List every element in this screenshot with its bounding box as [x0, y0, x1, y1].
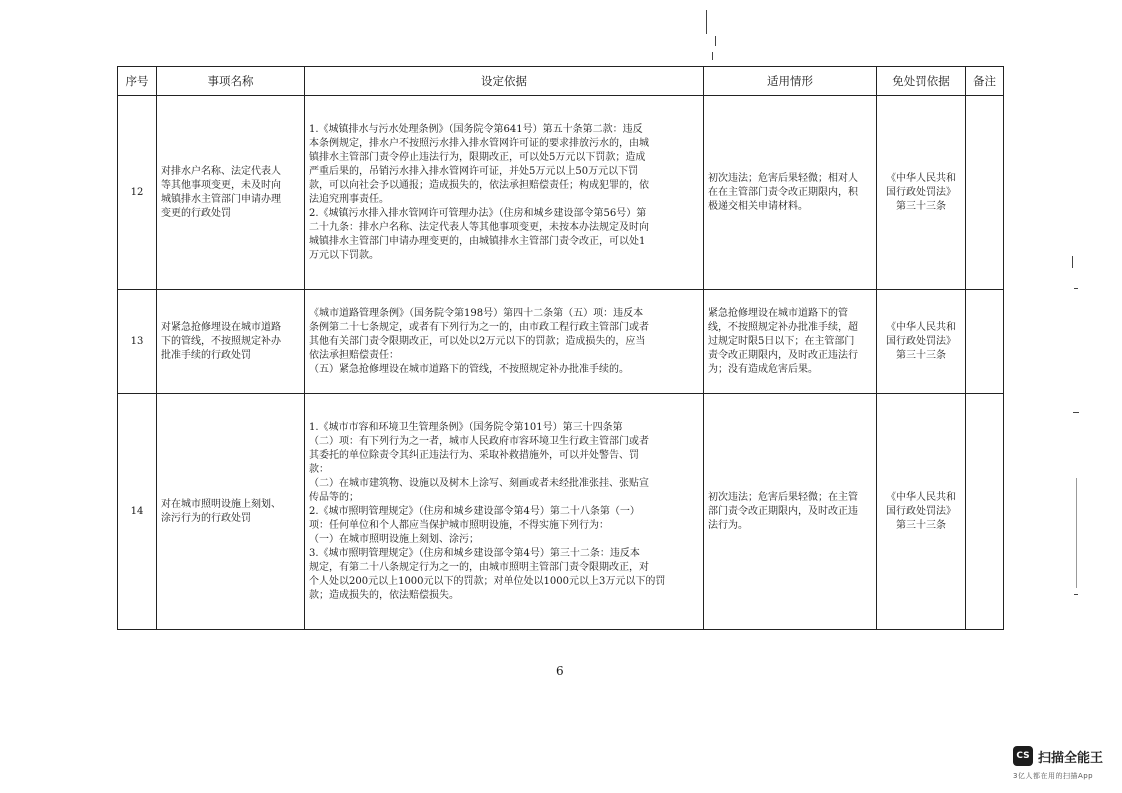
- header-cell: 适用情形: [704, 67, 877, 96]
- table-header-row: [118, 67, 1004, 96]
- text-line: （二）在城市建筑物、设施以及树木上涂写、刻画或者未经批准张挂、张贴宣: [309, 477, 649, 489]
- scan-mark: [1074, 288, 1078, 289]
- exemption-basis: [877, 290, 966, 394]
- table-row: [118, 394, 1004, 630]
- text-line: 严重后果的，吊销污水排入排水管网许可证，并处5万元以上50万元以下罚: [309, 165, 639, 177]
- text-line: 条例第二十七条规定，或者有下列行为之一的，由市政工程行政主管部门或者: [309, 321, 649, 333]
- row-number: 13: [118, 290, 157, 394]
- text-line: 涂污行为的行政处罚: [161, 512, 251, 524]
- scan-mark: [706, 10, 707, 34]
- text-line: 对在城市照明设施上刻划、: [161, 498, 281, 510]
- text-line: 《中华人民共和: [886, 321, 956, 333]
- text-line: 第三十三条: [896, 200, 946, 212]
- scanner-tagline: 3亿人都在用的扫描App: [1013, 772, 1094, 780]
- text-line: 其他有关部门责令限期改正，可以处以2万元以下的罚款；造成损失的，应当: [309, 335, 646, 347]
- text-line: 项：任何单位和个人都应当保护城市照明设施，不得实施下列行为：: [309, 519, 609, 531]
- text-line: 法行为。: [708, 519, 748, 531]
- text-line: 极递交相关申请材料。: [708, 200, 808, 212]
- applicable-case: [704, 394, 877, 630]
- header-cell: 备注: [966, 67, 1004, 96]
- text-line: 款：: [309, 463, 329, 475]
- text-line: 本条例规定，排水户不按照污水排入排水管网许可证的要求排放污水的，由城: [309, 137, 649, 149]
- text-line: 2.《城市照明管理规定》（住房和城乡建设部令第4号）第二十八条第（一）: [309, 505, 640, 517]
- text-line: 对紧急抢修埋设在城市道路: [161, 321, 281, 333]
- text-line: 万元以下罚款。: [309, 249, 379, 261]
- text-line: 《中华人民共和: [886, 491, 956, 503]
- row-number: 12: [118, 96, 157, 290]
- item-name: [157, 290, 305, 394]
- text-line: 城镇排水主管部门申请办理: [161, 193, 281, 205]
- page-number: 6: [556, 664, 564, 678]
- text-line: 2.《城镇污水排入排水管网许可管理办法》（住房和城乡建设部令第56号）第: [309, 207, 647, 219]
- text-line: 依法承担赔偿责任：: [309, 349, 399, 361]
- text-line: （五）紧急抢修埋设在城市道路下的管线，不按照规定补办批准手续的。: [309, 363, 629, 375]
- legal-basis: [305, 290, 704, 394]
- text-line: 法追究刑事责任。: [309, 193, 389, 205]
- applicable-case: [704, 96, 877, 290]
- text-line: 个人处以200元以上1000元以下的罚款；对单位处以1000元以上3万元以下的罚: [309, 575, 666, 587]
- scan-mark: [1076, 478, 1077, 588]
- text-line: 《城市道路管理条例》（国务院令第198号）第四十二条第（五）项：违反本: [309, 307, 644, 319]
- text-line: （一）在城市照明设施上刻划、涂污；: [309, 533, 479, 545]
- text-line: 批准手续的行政处罚: [161, 349, 251, 361]
- table-row: [118, 290, 1004, 394]
- text-line: 过规定时限5日以下；在主管部门: [708, 335, 855, 347]
- row-number: 14: [118, 394, 157, 630]
- text-line: 二十九条：排水户名称、法定代表人等其他事项变更，未按本办法规定及时向: [309, 221, 649, 233]
- scan-mark: [1073, 412, 1079, 413]
- legal-basis: [305, 96, 704, 290]
- text-line: 第三十三条: [896, 519, 946, 531]
- item-name: [157, 394, 305, 630]
- header-cell: 事项名称: [157, 67, 305, 96]
- scan-mark: [1074, 594, 1078, 595]
- text-line: 1.《城镇排水与污水处理条例》（国务院令第641号）第五十条第二款：违反: [309, 123, 643, 135]
- text-line: 规定，有第二十八条规定行为之一的，由城市照明主管部门责令限期改正，对: [309, 561, 649, 573]
- text-line: 线，不按照规定补办批准手续，超: [708, 321, 858, 333]
- text-line: 国行政处罚法》: [886, 335, 956, 347]
- text-line: 传品等的；: [309, 491, 359, 503]
- exemption-basis: [877, 96, 966, 290]
- text-line: 部门责令改正期限内，及时改正违: [708, 505, 858, 517]
- text-line: 款，可以向社会予以通报；造成损失的，依法承担赔偿责任；构成犯罪的，依: [309, 179, 649, 191]
- remarks: [966, 96, 1004, 290]
- penalty-exemption-table: [117, 66, 1004, 630]
- remarks: [966, 290, 1004, 394]
- table-row: [118, 96, 1004, 290]
- text-line: 对排水户名称、法定代表人: [161, 165, 281, 177]
- item-name: [157, 96, 305, 290]
- text-line: 变更的行政处罚: [161, 207, 231, 219]
- text-line: 《中华人民共和: [886, 172, 956, 184]
- text-line: 国行政处罚法》: [886, 505, 956, 517]
- scanner-watermark: [1013, 746, 1103, 766]
- text-line: 款；造成损失的，依法赔偿损失。: [309, 589, 459, 601]
- text-line: 初次违法；危害后果轻微；相对人: [708, 172, 858, 184]
- scan-mark: [715, 36, 716, 46]
- text-line: 镇排水主管部门责令停止违法行为，限期改正，可以处5万元以下罚款；造成: [309, 151, 646, 163]
- text-line: 在在主管部门责令改正期限内，积: [708, 186, 858, 198]
- scan-mark: [712, 52, 713, 60]
- cs-logo-icon: CS: [1013, 746, 1033, 766]
- exemption-basis: [877, 394, 966, 630]
- header-cell: 序号: [118, 67, 157, 96]
- text-line: 国行政处罚法》: [886, 186, 956, 198]
- header-cell: 设定依据: [305, 67, 704, 96]
- remarks: [966, 394, 1004, 630]
- applicable-case: [704, 290, 877, 394]
- text-line: 城镇排水主管部门申请办理变更的，由城镇排水主管部门责令改正，可以处1: [309, 235, 646, 247]
- text-line: 其委托的单位除责令其纠正违法行为、采取补救措施外，可以并处警告、罚: [309, 449, 639, 461]
- text-line: 责令改正期限内，及时改正违法行: [708, 349, 858, 361]
- text-line: （二）项：有下列行为之一者，城市人民政府市容环境卫生行政主管部门或者: [309, 435, 649, 447]
- scan-mark: [1072, 256, 1073, 268]
- text-line: 等其他事项变更，未及时向: [161, 179, 281, 191]
- legal-basis: [305, 394, 704, 630]
- text-line: 下的管线，不按照规定补办: [161, 335, 281, 347]
- text-line: 第三十三条: [896, 349, 946, 361]
- text-line: 初次违法；危害后果轻微；在主管: [708, 491, 858, 503]
- text-line: 1.《城市市容和环境卫生管理条例》（国务院令第101号）第三十四条第: [309, 421, 623, 433]
- text-line: 为；没有造成危害后果。: [708, 363, 818, 375]
- text-line: 3.《城市照明管理规定》（住房和城乡建设部令第4号）第三十二条：违反本: [309, 547, 640, 559]
- header-cell: 免处罚依据: [877, 67, 966, 96]
- scanner-brand-name: 扫描全能王: [1038, 750, 1104, 766]
- text-line: 紧急抢修埋设在城市道路下的管: [708, 307, 848, 319]
